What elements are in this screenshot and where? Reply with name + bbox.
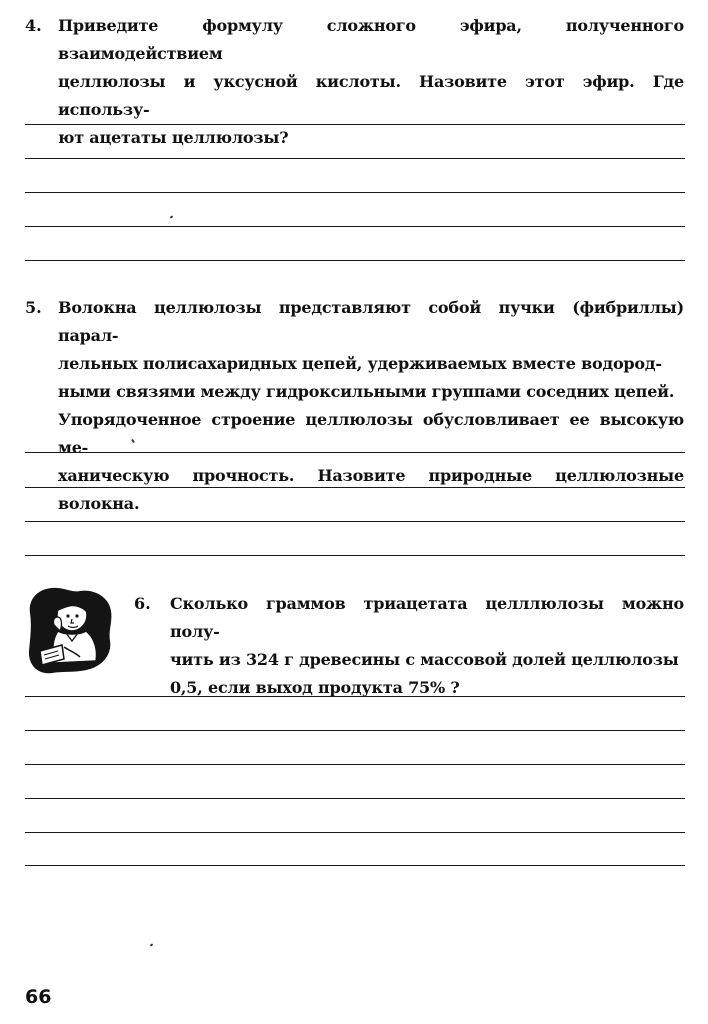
ink-speck — [170, 215, 174, 218]
task-text-line: Сколько граммов триацетата целллюлозы можно полу- — [170, 594, 684, 641]
task-text-line: целлюлозы и уксусной кислоты. Назовите этот эфир. Где использу- — [58, 72, 684, 119]
task-text-line: Упорядоченное строение целлюлозы обусловливает ее высокую ме- — [58, 410, 684, 457]
task-number: 6. — [134, 594, 151, 613]
reading-boy-illustration — [24, 585, 116, 677]
task-text — [58, 12, 684, 152]
task-text-line: чить из 324 г древесины с массовой долей целлюлозы — [170, 650, 679, 669]
answer-line[interactable] — [25, 764, 685, 765]
answer-line[interactable] — [25, 260, 685, 261]
answer-line[interactable] — [25, 798, 685, 799]
answer-line[interactable] — [25, 730, 685, 731]
answer-line[interactable] — [25, 192, 685, 193]
answer-line[interactable] — [25, 696, 685, 697]
page-number: 66 — [25, 986, 52, 1008]
answer-line[interactable] — [25, 452, 685, 453]
answer-line[interactable] — [25, 555, 685, 556]
task-text — [58, 294, 684, 518]
task-text — [170, 590, 684, 702]
task-number: 5. — [25, 298, 42, 317]
answer-line[interactable] — [25, 124, 685, 125]
ink-speck — [150, 943, 154, 946]
task-text-line: ют ацетаты целлюлозы? — [58, 128, 289, 147]
answer-line[interactable] — [25, 832, 685, 833]
task-number: 4. — [25, 16, 42, 35]
task-text-line: ханическую прочность. Назовите природные целлюлозные волокна. — [58, 466, 684, 513]
answer-line[interactable] — [25, 487, 685, 488]
task-text-line: Приведите формулу сложного эфира, полученного взаимодействием — [58, 16, 684, 63]
answer-line[interactable] — [25, 865, 685, 866]
answer-line[interactable] — [25, 226, 685, 227]
task-text-line: ными связями между гидроксильными группами соседних цепей. — [58, 382, 675, 401]
answer-line[interactable] — [25, 158, 685, 159]
task-text-line: Волокна целлюлозы представляют собой пучки (фибриллы) парал- — [58, 298, 684, 345]
task-text-line: 0,5, если выход продукта 75% ? — [170, 678, 460, 697]
answer-line[interactable] — [25, 521, 685, 522]
task-text-line: лельных полисахаридных цепей, удерживаемых вместе водород- — [58, 354, 662, 373]
